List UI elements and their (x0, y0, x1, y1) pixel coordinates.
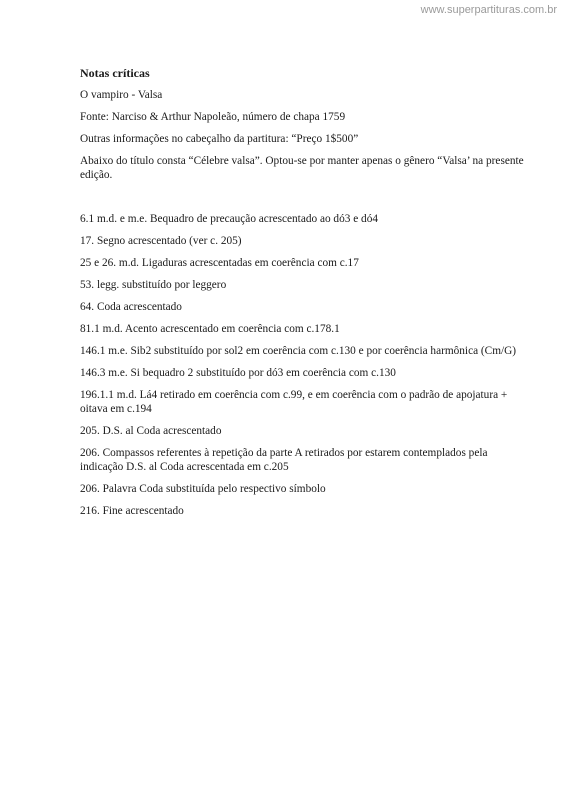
list-item: 196.1.1 m.d. Lá4 retirado em coerência com c.99, e em coerência com o padrão de apojatura + oitava em c.194 (80, 389, 508, 415)
list-item: 216. Fine acrescentado (80, 505, 184, 517)
list-item: 205. D.S. al Coda acrescentado (80, 425, 222, 437)
list-item: 146.3 m.e. Si bequadro 2 substituído por dó3 em coerência com c.130 (80, 367, 396, 379)
list-item: 25 e 26. m.d. Ligaduras acrescentadas em coerência com c.17 (80, 257, 359, 269)
site-watermark: www.superpartituras.com.br (420, 4, 557, 16)
list-item: 17. Segno acrescentado (ver c. 205) (80, 235, 242, 247)
list-item: 64. Coda acrescentado (80, 301, 182, 313)
list-item: 206. Compassos referentes à repetição da parte A retirados por estarem contemplados pela indicação D.S. al Coda acrescentada em c.205 (80, 447, 488, 473)
list-item: 6.1 m.d. e m.e. Bequadro de precaução acrescentado ao dó3 e dó4 (80, 213, 378, 225)
page-title: Notas críticas (80, 66, 150, 80)
other-info-line: Outras informações no cabeçalho da partitura: “Preço 1$500” (80, 133, 359, 145)
work-title: O vampiro - Valsa (80, 89, 163, 101)
list-item: 53. legg. substituído por leggero (80, 279, 227, 291)
section-spacer (80, 190, 525, 212)
document-body (80, 66, 525, 526)
list-item: 146.1 m.e. Sib2 substituído por sol2 em coerência com c.130 e por coerência harmônica (Cm/G) (80, 345, 517, 357)
list-item: 206. Palavra Coda substituída pelo respectivo símbolo (80, 483, 326, 495)
subtitle-note: Abaixo do título consta “Célebre valsa”. Optou-se por manter apenas o gênero “Valsa’ na presente edição. (80, 155, 524, 181)
list-item: 81.1 m.d. Acento acrescentado em coerência com c.178.1 (80, 323, 340, 335)
source-line: Fonte: Narciso & Arthur Napoleão, número de chapa 1759 (80, 111, 346, 123)
